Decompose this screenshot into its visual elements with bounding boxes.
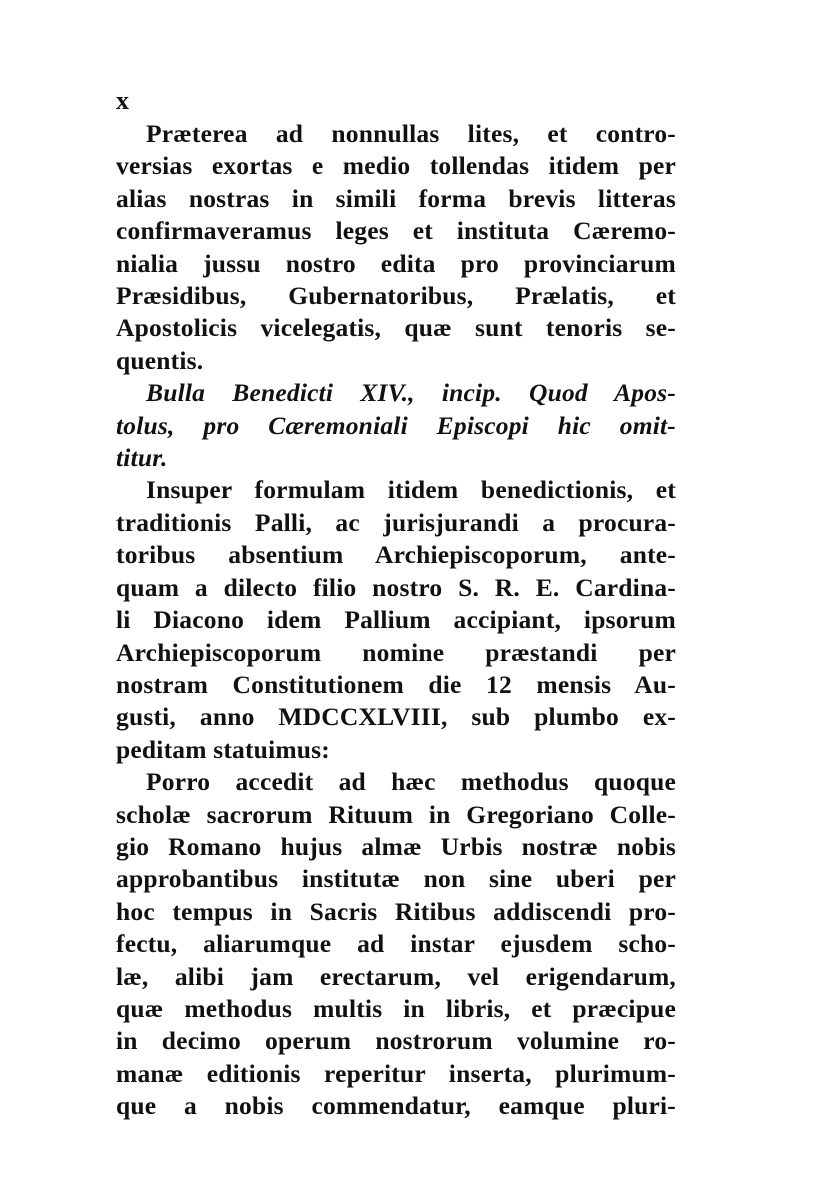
body-text [116, 118, 676, 1123]
text-line: que a nobis commendatur, eamque pluri- [116, 1091, 676, 1121]
paragraph [116, 118, 676, 377]
text-line: hoc tempus in Sacris Ritibus addiscendi pro- [116, 896, 676, 926]
text-line: tolus, pro Cæremoniali Episcopi hic omit- [116, 410, 676, 440]
text-line: peditam statuimus: [116, 734, 330, 764]
text-line: approbantibus institutæ non sine uberi per [116, 864, 676, 894]
text-line: gio Romano hujus almæ Urbis nostræ nobis [116, 831, 676, 861]
text-line: quæ methodus multis in libris, et præcipue [116, 993, 676, 1023]
text-line: Præterea ad nonnullas lites, et contro- [146, 119, 676, 148]
text-line: Præsidibus, Gubernatoribus, Prælatis, et [116, 281, 676, 311]
text-line: scholæ sacrorum Rituum in Gregoriano Colle- [116, 799, 676, 829]
text-line: versias exortas e medio tollendas itidem per [116, 151, 676, 181]
text-line: Porro accedit ad hæc methodus quoque [146, 767, 676, 797]
text-line: Archiepiscoporum nomine præstandi per [116, 637, 676, 667]
text-line: toribus absentium Archiepiscoporum, ante- [116, 540, 676, 570]
paragraph [116, 766, 676, 1122]
text-line: læ, alibi jam erectarum, vel erigendarum, [116, 961, 676, 991]
text-line: gusti, anno MDCCXLVIII, sub plumbo ex- [116, 702, 676, 732]
text-line: quam a dilecto filio nostro S. R. E. Cardina- [116, 572, 676, 602]
page-number: x [116, 86, 129, 115]
paragraph [116, 474, 676, 766]
text-line: manæ editionis reperitur inserta, plurimum- [116, 1058, 676, 1088]
text-line: traditionis Palli, ac jurisjurandi a procura- [116, 507, 676, 537]
paragraph-italic [116, 377, 676, 474]
text-line: Bulla Benedicti XIV., incip. Quod Apos- [146, 378, 676, 408]
text-line: Insuper formulam itidem benedictionis, et [146, 475, 676, 505]
text-line: in decimo operum nostrorum volumine ro- [116, 1026, 676, 1056]
text-line: nostram Constitutionem die 12 mensis Au- [116, 669, 676, 699]
text-line: Apostolicis vicelegatis, quæ sunt tenoris se- [116, 313, 676, 343]
text-line: nialia jussu nostro edita pro provinciarum [116, 248, 676, 278]
text-line: confirmaveramus leges et instituta Cæremo- [116, 216, 676, 246]
text-line: li Diacono idem Pallium accipiant, ipsorum [116, 605, 676, 635]
text-line: fectu, aliarumque ad instar ejusdem scho- [116, 929, 676, 959]
text-line: alias nostras in simili forma brevis litteras [116, 183, 676, 213]
text-line: quentis. [116, 345, 204, 375]
text-line: titur. [116, 443, 168, 473]
